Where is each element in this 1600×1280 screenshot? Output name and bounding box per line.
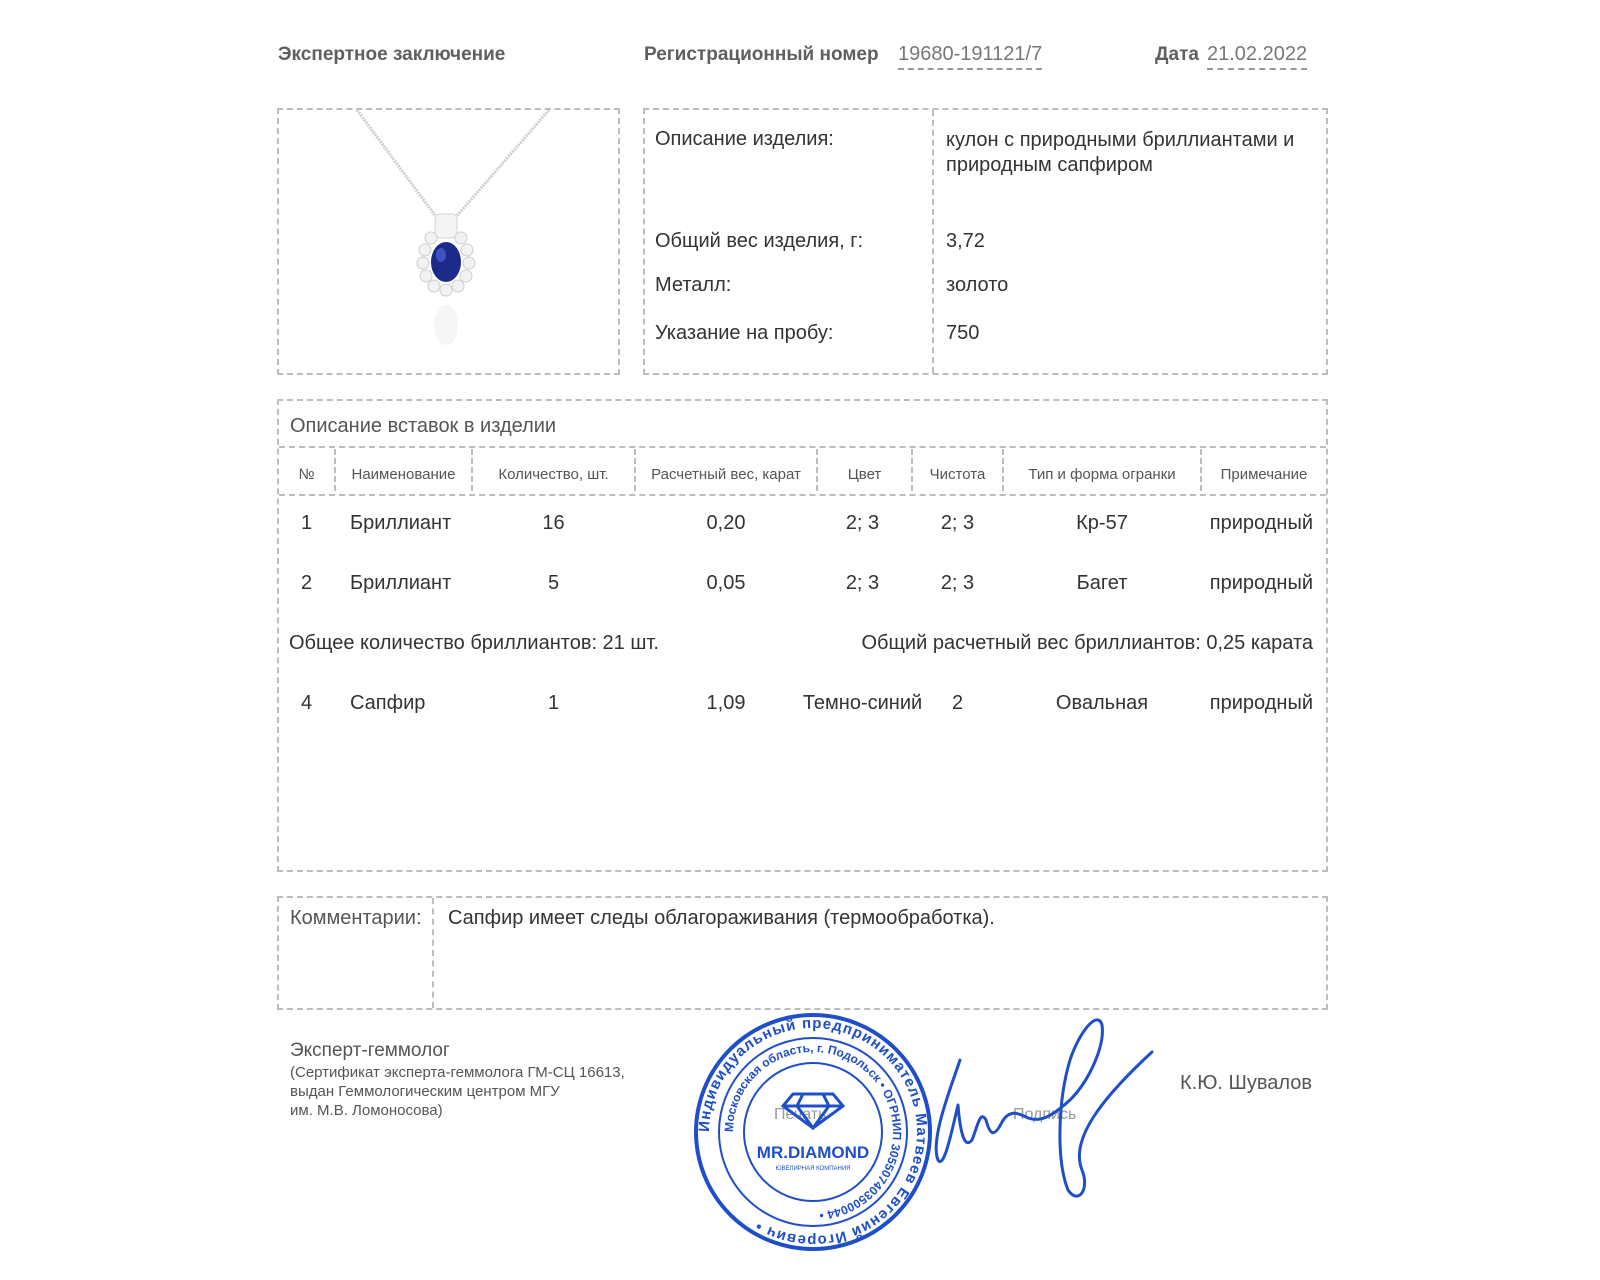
signature-label: Подпись [1013,1106,1077,1123]
signature [920,1010,1180,1210]
row-cut: Багет [1076,572,1128,594]
row-qty: 16 [542,512,565,534]
row-name: Бриллиант [350,512,452,534]
diamonds-total-count: Общее количество бриллиантов: 21 шт. [289,632,659,654]
row-clarity: 2 [951,692,964,714]
item-weight-value: 3,72 [946,230,985,252]
pendant-image [279,110,618,373]
document-title: Экспертное заключение [278,44,506,65]
stamp-label: Печать [774,1106,827,1123]
row-note: природный [1209,692,1313,714]
row-color: 2; 3 [845,512,880,534]
row-num: 2 [300,572,313,594]
date-value: 21.02.2022 [1207,43,1307,70]
column-header-qty: Количество, шт. [498,466,609,483]
item-description-value: кулон с природными бриллиантами и природным сапфиром [946,129,1295,176]
certificate-line: выдан Геммологическим центром МГУ [290,1083,560,1100]
row-num: 4 [300,692,313,714]
item-description-label: Описание изделия: [655,128,834,150]
fineness-value: 750 [946,322,980,344]
inserts-title: Описание вставок в изделии [290,415,557,437]
certificate-line: (Сертификат эксперта-геммолога ГМ-СЦ 16613, [290,1064,625,1081]
product-photo-box [277,108,620,375]
row-clarity: 2; 3 [940,572,975,594]
svg-text:Московская область, г. Подольс [722,1041,904,1223]
row-qty: 5 [547,572,560,594]
column-header-cut: Тип и форма огранки [1028,466,1176,483]
expert-certificate [290,1063,625,1120]
row-num: 1 [300,512,313,534]
certificate-line: им. М.В. Ломоносова) [290,1102,443,1119]
stamp-inner-text: Московская область, г. Подольск • ОГРНИП 305507403500044 • [721,1040,905,1223]
column-header-color: Цвет [847,466,882,483]
company-stamp [693,1012,933,1252]
row-name: Сапфир [350,692,426,714]
column-header-clarity: Чистота [929,466,986,483]
expert-name: К.Ю. Шувалов [1180,1072,1313,1094]
row-weight: 0,05 [706,572,746,594]
reg-number-label: Регистрационный номер [644,44,879,65]
comments-text: Сапфир имеет следы облагораживания (термообработка). [448,907,995,929]
row-cut: Кр-57 [1076,512,1128,534]
date-label: Дата [1155,44,1199,65]
expert-title: Эксперт-геммолог [290,1040,450,1061]
row-qty: 1 [547,692,560,714]
diamonds-total-weight: Общий расчетный вес бриллиантов: 0,25 карата [861,632,1313,654]
stamp-brand: MR.DIAMOND [756,1143,870,1162]
row-note: природный [1209,572,1313,594]
row-cut: Овальная [1055,692,1149,714]
row-weight: 0,20 [706,512,746,534]
column-header-note: Примечание [1220,466,1308,483]
stamp-brand-sub: ЮВЕЛИРНАЯ КОМПАНИЯ [775,1166,851,1172]
column-header-name: Наименование [351,466,456,483]
row-note: природный [1209,512,1313,534]
stamp-outer-text: Индивидуальный предприниматель Матвеев Евгений Игоревич • [695,1014,931,1250]
diamond-icon [783,1094,843,1128]
row-weight: 1,09 [706,692,746,714]
row-color: 2; 3 [845,572,880,594]
column-header-num: № [298,466,315,483]
metal-label: Металл: [655,274,732,296]
comments-label: Комментарии: [290,907,422,929]
column-header-weight: Расчетный вес, карат [651,466,801,483]
item-weight-label: Общий вес изделия, г: [655,230,864,252]
row-color: Темно-синий [802,692,923,714]
reg-number-value: 19680-191121/7 [898,43,1042,70]
fineness-label: Указание на пробу: [655,322,834,344]
row-name: Бриллиант [350,572,452,594]
metal-value: золото [946,274,1009,296]
row-clarity: 2; 3 [940,512,975,534]
